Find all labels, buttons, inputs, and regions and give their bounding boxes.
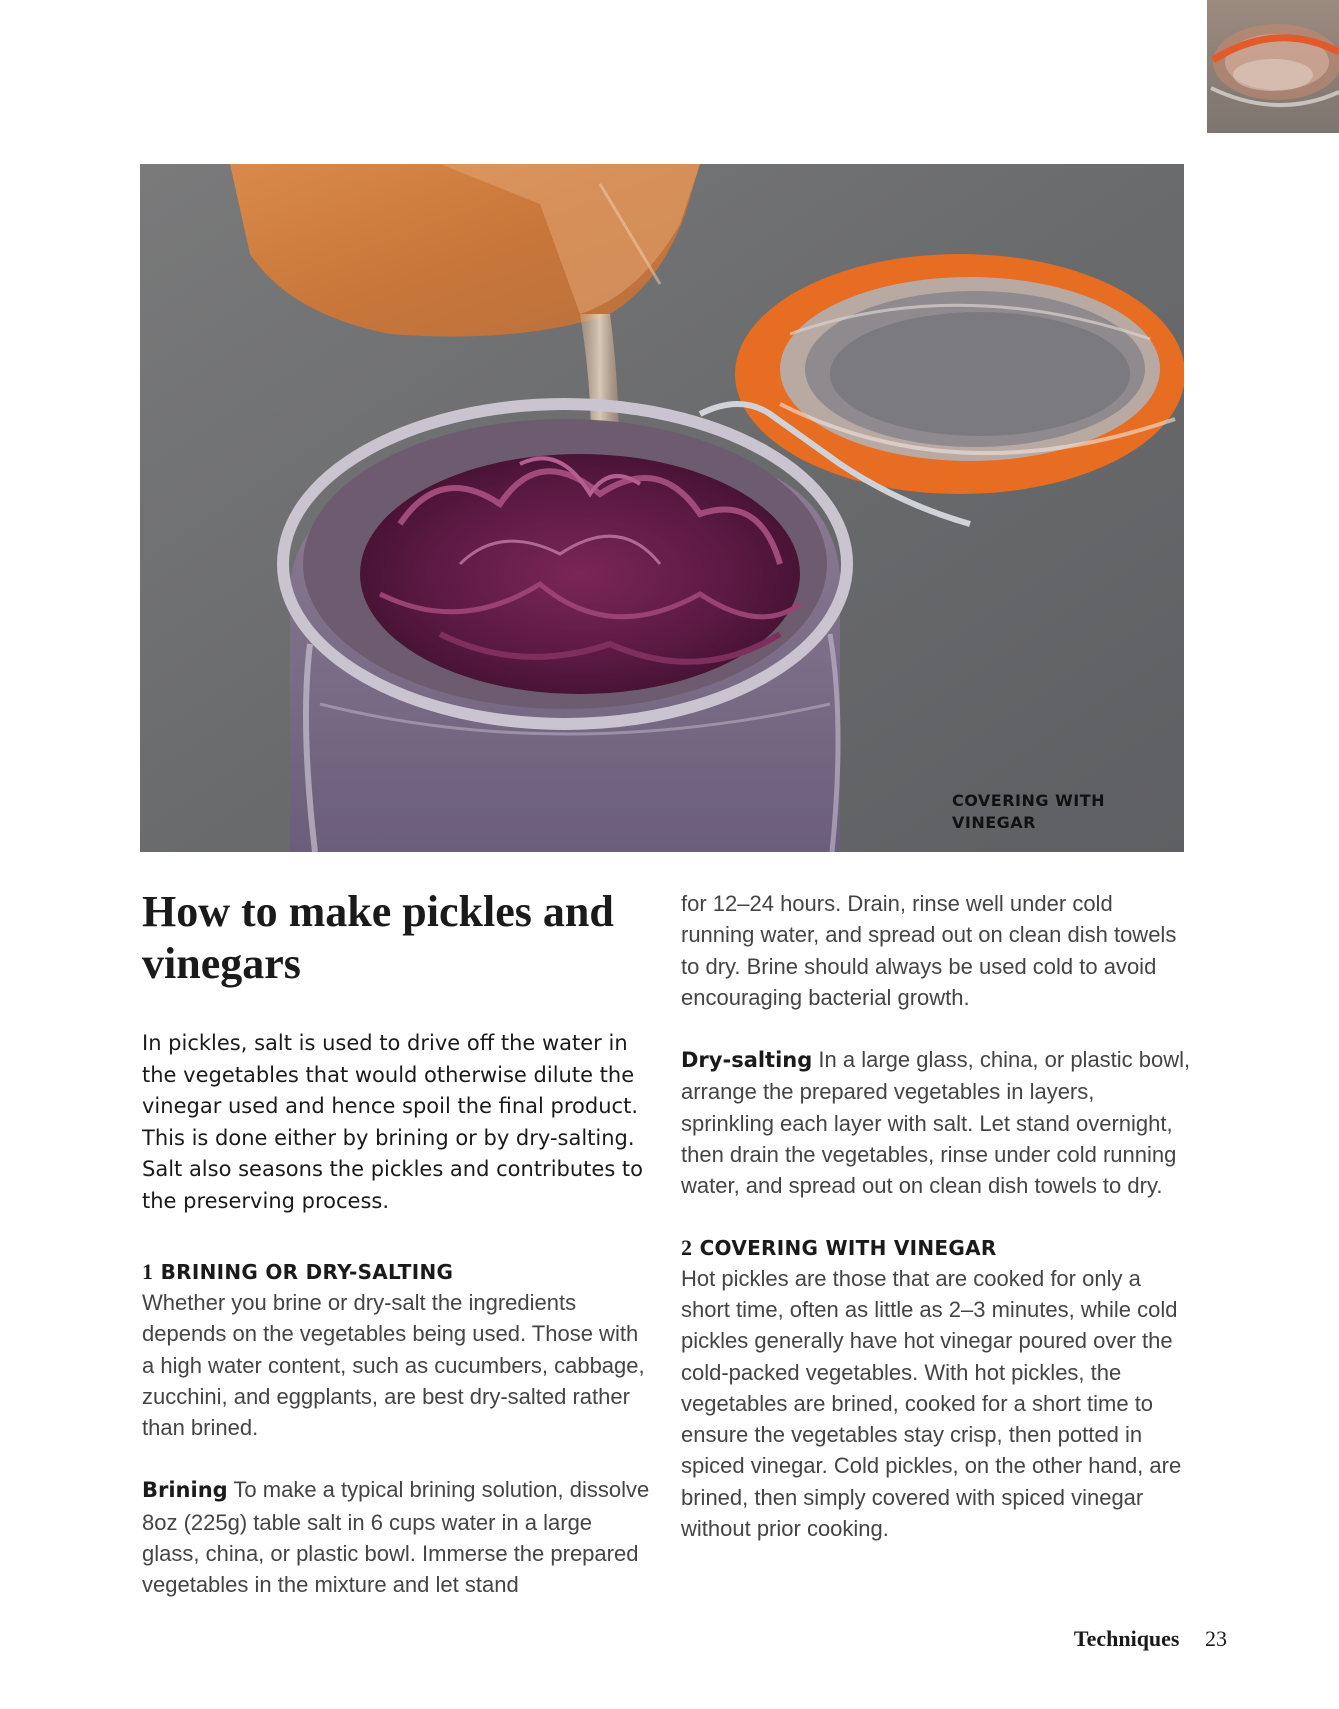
section-number: 1: [142, 1259, 154, 1284]
section-heading-text: COVERING WITH VINEGAR: [699, 1235, 997, 1260]
section-heading-brining: [142, 1257, 652, 1287]
page-number: 23: [1205, 1626, 1227, 1651]
intro-paragraph: In pickles, salt is used to drive off the water in the vegetables that would otherwise dilute the vinegar used and hence spoil the final product. This is done either by brining or by dry-salting. Salt also seasons the pickles and contributes to the preserving process.: [142, 1031, 644, 1213]
chapter-thumbnail: [1207, 0, 1339, 133]
brining-term: Brining: [142, 1478, 228, 1503]
right-column: [681, 888, 1191, 1544]
pickle-jar-illustration: [140, 164, 1184, 852]
page-footer: [1074, 1626, 1227, 1652]
photo-caption: COVERING WITH VINEGAR: [952, 791, 1105, 832]
section-number: 2: [681, 1234, 693, 1260]
section-heading-vinegar: [681, 1233, 1191, 1263]
drysalting-term: Dry-salting: [681, 1048, 813, 1073]
footer-section-name: Techniques: [1073, 1626, 1180, 1651]
section-heading-text: BRINING OR DRY-SALTING: [160, 1260, 454, 1284]
section1-paragraph: Whether you brine or dry-salt the ingredients depends on the vegetables being used. Those with a high water content, such as cucumbers, cabbage, zucchini, and eggplants, are best dry-salted rather than brined.: [142, 1290, 645, 1441]
chapter-thumbnail-image: [1207, 0, 1339, 133]
drysalting-paragraph: [681, 1044, 1191, 1201]
brining-text: To make a typical brining solution, dissolve 8oz (225g) table salt in 6 cups water in a large glass, china, or plastic bowl. Immerse the prepared vegetables in the mixture and let stand: [142, 1477, 650, 1598]
section2-paragraph: Hot pickles are those that are cooked for only a short time, often as little as 2–3 minutes, while cold pickles generally have hot vinegar poured over the cold-packed vegetables. With hot pickles, the vegetables are brined, cooked for a short time to ensure the vegetables stay crisp, then potted in spiced vinegar. Cold pickles, on the other hand, are brined, then simply covered with spiced vinegar without prior cooking.: [681, 1265, 1182, 1542]
drysalting-text: In a large glass, china, or plastic bowl, arrange the prepared vegetables in layers, sprinkling each layer with salt. Let stand overnight, then drain the vegetables, rinse under cold running water, and spread out on clean dish towels to dry.: [681, 1047, 1191, 1199]
left-column: [142, 886, 652, 1601]
hero-photo: [140, 164, 1184, 852]
brining-continued: for 12–24 hours. Drain, rinse well under cold running water, and spread out on clean dish towels to dry. Brine should always be used cold to avoid encouraging bacterial growth.: [681, 891, 1177, 1010]
page-title: How to make pickles and vinegars: [142, 887, 614, 988]
brining-paragraph: [142, 1474, 652, 1600]
